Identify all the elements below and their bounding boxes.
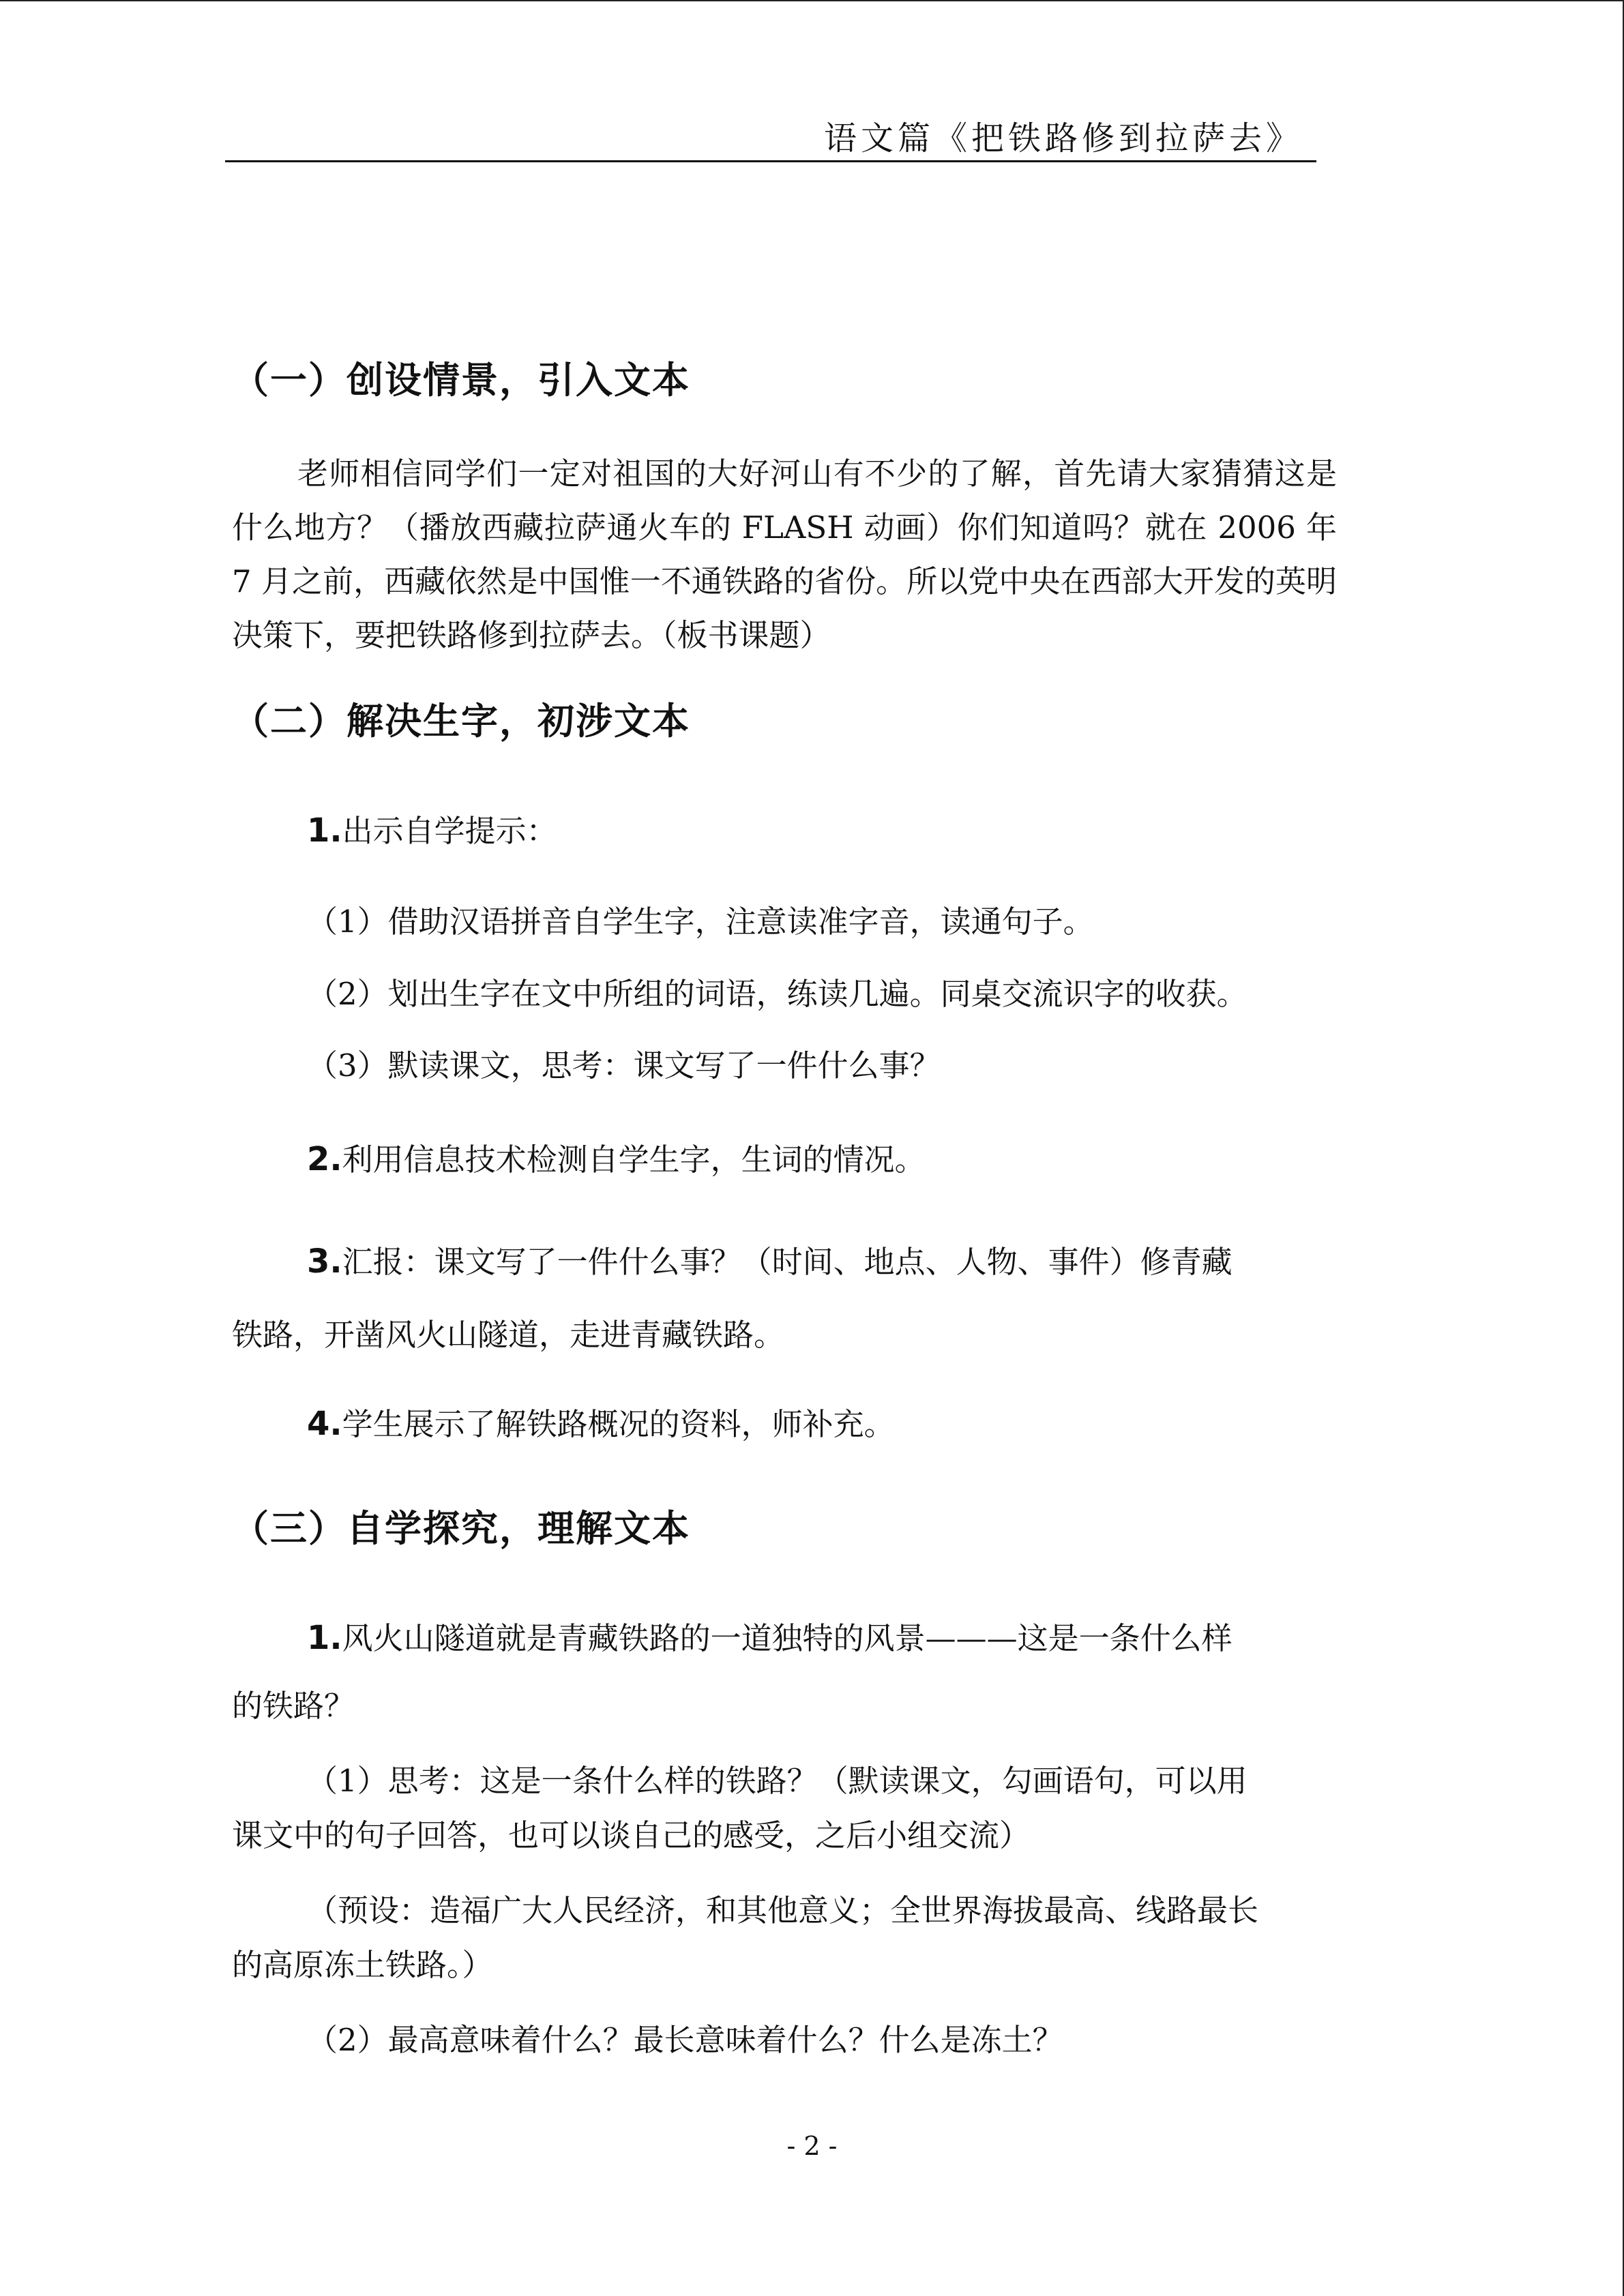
s3-question-1-line-2: 课文中的句子回答，也可以谈自己的感受，之后小组交流） [232,1817,1031,1853]
s2-item-3 [307,1234,1330,1289]
s3-question-1-line-1: （1）思考：这是一条什么样的铁路？（默读课文，勾画语句，可以用 [307,1763,1247,1799]
page-number: - 2 - [786,2131,838,2161]
s2-item-2-text: 利用信息技术检测自学生字，生词的情况。 [342,1142,926,1178]
s2-item-3-continuation: 铁路，开凿风火山隧道，走进青藏铁路。 [232,1317,785,1353]
s2-item-4-number: 4. [307,1405,342,1443]
s2-hint-3: （3）默读课文，思考：课文写了一件什么事？ [307,1047,941,1084]
s2-item-4-text: 学生展示了解铁路概况的资料，师补充。 [342,1406,895,1442]
section-2-heading: （二）解决生字，初涉文本 [232,700,690,743]
s3-item-1-number: 1. [307,1619,342,1657]
s2-item-2 [307,1132,1330,1187]
s2-hint-1: （1）借助汉语拼音自学生字，注意读准字音，读通句子。 [307,904,1094,940]
section-1-heading: （一）创设情景，引入文本 [232,359,690,402]
s2-item-1-number: 1. [307,811,342,850]
s3-preset-line-1: （预设：造福广大人民经济，和其他意义；全世界海拔最高、线路最长 [307,1892,1259,1928]
running-header [225,115,1316,162]
s2-item-1 [307,803,1330,859]
s2-item-2-number: 2. [307,1140,342,1178]
s2-item-3-text: 汇报：课文写了一件什么事？（时间、地点、人物、事件）修青藏 [342,1244,1232,1280]
s3-item-1-text: 风火山隧道就是青藏铁路的一道独特的风景———这是一条什么样 [342,1620,1232,1656]
section-1-paragraph: 老师相信同学们一定对祖国的大好河山有不少的了解，首先请大家猜猜这是什么地方？（播放西藏拉萨通火车的 FLASH 动画）你们知道吗？就在 2006 年 7 月之前，西藏依然是中国惟一不通铁路的省份。所以党中央在西部大开发的英明决策下，要把铁路修到拉萨去。（板书课题） [232,456,1337,653]
s2-item-1-text: 出示自学提示： [342,813,557,849]
s2-item-4 [307,1397,1330,1452]
s2-hint-2: （2）划出生字在文中所组的词语，练读几遍。同桌交流识字的收获。 [307,976,1247,1012]
s3-item-1-continuation: 的铁路？ [232,1688,355,1724]
s3-question-2: （2）最高意味着什么？最长意味着什么？什么是冻土？ [307,2022,1063,2058]
section-3-heading: （三）自学探究，理解文本 [232,1507,690,1550]
s3-preset-line-2: 的高原冻土铁路。） [232,1947,493,1983]
running-title: 语文篇《把铁路修到拉萨去》 [823,119,1303,158]
s3-item-1 [307,1611,1330,1666]
s2-item-3-number: 3. [307,1242,342,1281]
